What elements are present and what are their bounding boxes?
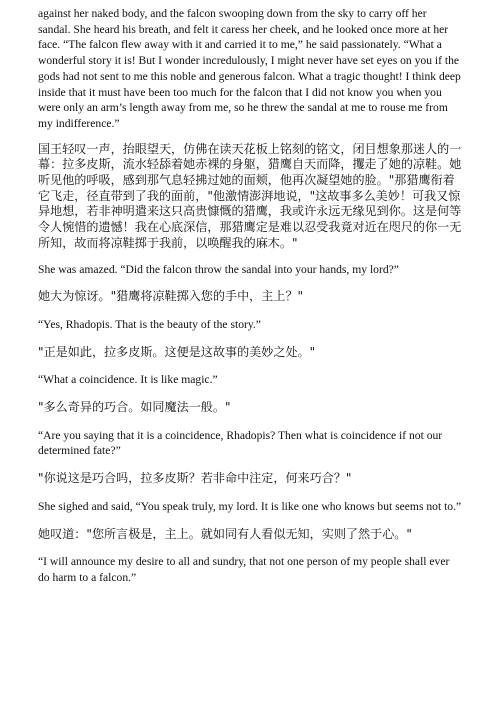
- paragraph-en-5: “Are you saying that it is a coincidence, Rhadopis? Then what is coincidence if not our determined fate?”: [38, 428, 443, 458]
- paragraph-en-6: She sighed and said, “You speak truly, my lord. It is like one who knows but seems not to.”: [38, 499, 462, 513]
- paragraph-en-7: “I will announce my desire to all and sundry, that not one person of my people shall ever do harm to a falcon.”: [38, 555, 450, 584]
- paragraph-en-2: She was amazed. “Did the falcon throw the sandal into your hands, my lord?”: [38, 262, 399, 276]
- paragraph-en-1: against her naked body, and the falcon swooping down from the sky to carry off her sandal. She heard his breath, and felt it caress her cheek, and he looked once more at her face. “The falcon flew away with it and carried it to me,” he said passionately. “What a wonderful story it is! But I wonder incredulously, I might never have set eyes on you if the gods had not sent to me this noble and generous falcon. What a tragic thought! I think deep inside that it must have been too much for the falcon that I did not know you when you were only an arm’s length away from me, so he threw the sandal at me to rouse me from my indifference.”: [38, 7, 461, 130]
- paragraph-zh-1: 国王轻叹一声，抬眼望天，仿佛在读天花板上铭刻的铭文，闭目想象那迷人的一幕：拉多皮斯，流水轻舔着她赤裸的身躯，猎鹰自天而降，攫走了她的凉鞋。她听见他的呼吸，感到那气息轻拂过她的面颊，他再次凝望她的脸。"那猎鹰衔着它飞走，径直带到了我的面前，"他激情澎湃地说，"这故事多么美妙！可我又惊异地想，若非神明遣来这只高贵慷慨的猎鹰，我或许永远无缘见到你。这是何等令人惋惜的遗憾！我在心底深信，那猎鹰定是难以忍受我竟对近在咫尺的你一无所知，故而将凉鞋掷于我前，以唤醒我的麻木。": [38, 141, 462, 250]
- paragraph-zh-2: 她大为惊讶。"猎鹰将凉鞋掷入您的手中，主上？": [38, 289, 304, 304]
- paragraph-en-4: “What a coincidence. It is like magic.”: [38, 373, 218, 387]
- paragraph-zh-3: "正是如此，拉多皮斯。这便是这故事的美妙之处。": [38, 344, 316, 359]
- paragraph-zh-6: 她叹道："您所言极是，主上。就如同有人看似无知，实则了然于心。": [38, 526, 412, 541]
- paragraph-zh-4: "多么奇异的巧合。如同魔法一般。": [38, 400, 231, 415]
- paragraph-en-3: “Yes, Rhadopis. That is the beauty of the story.”: [38, 317, 261, 331]
- paragraph-zh-5: "你说这是巧合吗，拉多皮斯？若非命中注定，何来巧合？": [38, 471, 352, 486]
